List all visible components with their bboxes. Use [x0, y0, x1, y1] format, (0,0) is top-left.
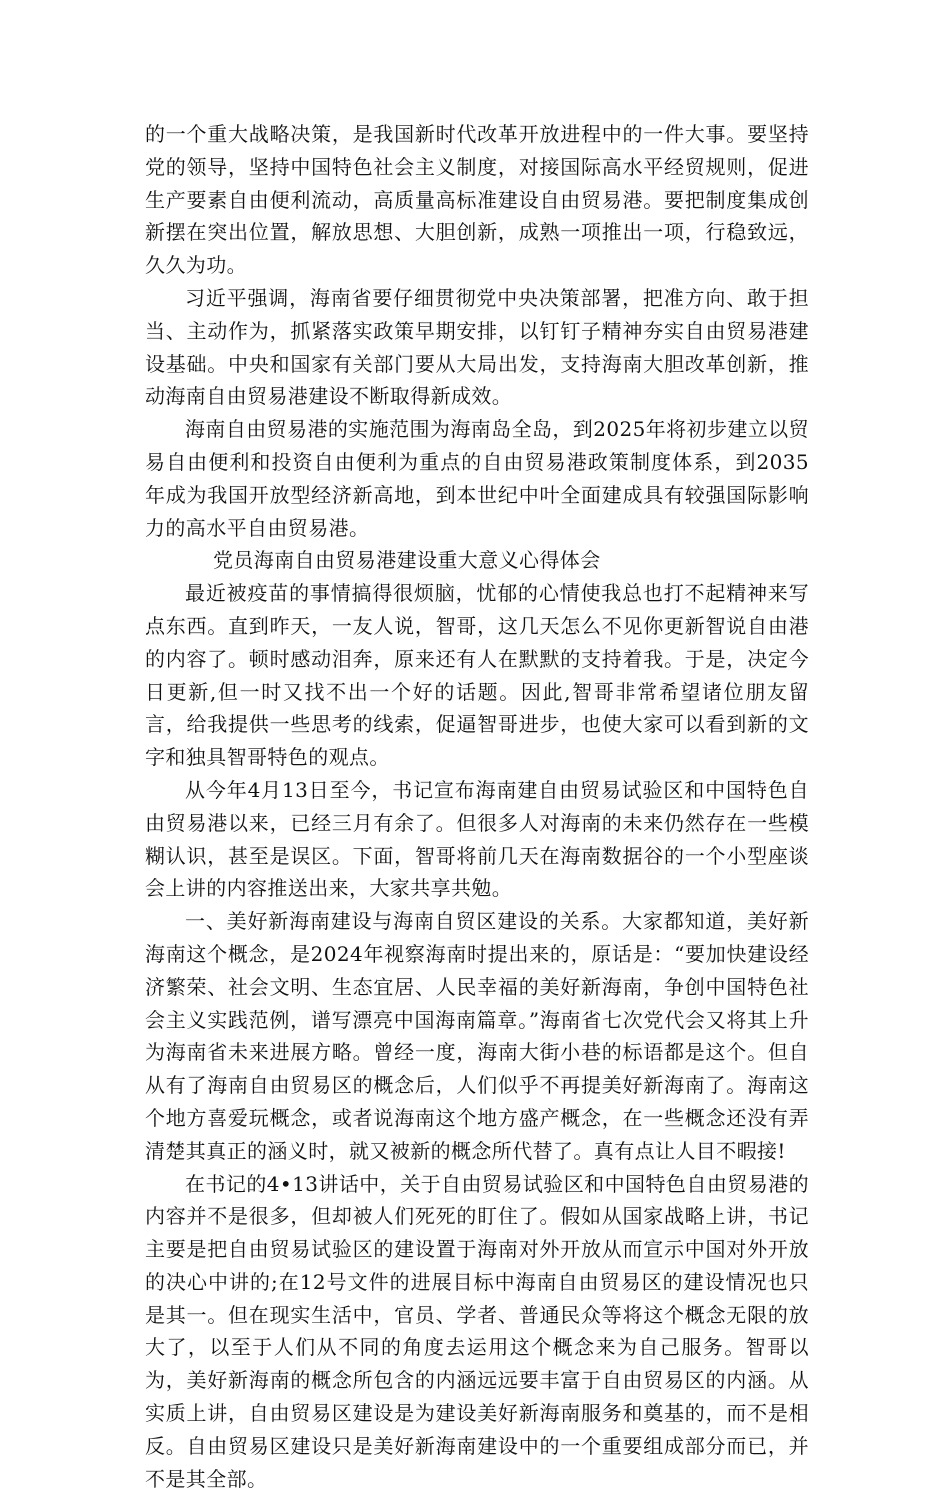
paragraph-5: 从今年4月13日至今，书记宣布海南建自由贸易试验区和中国特色自由贸易港以来，已经三月有余了。但很多人对海南的未来仍然存在一些模糊认识，甚至是误区。下面，智哥将前几天在海南数据谷的一个小型座谈会上讲的内容推送出来，大家共享共勉。 — [145, 774, 809, 905]
document-page — [145, 118, 809, 1495]
paragraph-1: 的一个重大战略决策，是我国新时代改革开放进程中的一件大事。要坚持党的领导，坚持中国特色社会主义制度，对接国际高水平经贸规则，促进生产要素自由便利流动，高质量高标准建设自由贸易港。要把制度集成创新摆在突出位置，解放思想、大胆创新，成熟一项推出一项，行稳致远，久久为功。 — [145, 118, 809, 282]
paragraph-4: 最近被疫苗的事情搞得很烦脑，忧郁的心情使我总也打不起精神来写点东西。直到昨天，一友人说，智哥，这几天怎么不见你更新智说自由港的内容了。顿时感动泪奔，原来还有人在默默的支持着我。于是，决定今日更新,但一时又找不出一个好的话题。因此,智哥非常希望诸位朋友留言，给我提供一些思考的线索，促逼智哥进步，也使大家可以看到新的文字和独具智哥特色的观点。 — [145, 577, 809, 774]
paragraph-3: 海南自由贸易港的实施范围为海南岛全岛，到2025年将初步建立以贸易自由便利和投资自由便利为重点的自由贸易港政策制度体系，到2035年成为我国开放型经济新高地，到本世纪中叶全面建成具有较强国际影响力的高水平自由贸易港。 — [145, 413, 809, 544]
paragraph-7: 在书记的4•13讲话中，关于自由贸易试验区和中国特色自由贸易港的内容并不是很多，但却被人们死死的盯住了。假如从国家战略上讲，书记主要是把自由贸易试验区的建设置于海南对外开放从而宣示中国对外开放的决心中讲的;在12号文件的进展目标中海南自由贸易区的建设情况也只是其一。但在现实生活中，官员、学者、普通民众等将这个概念无限的放大了，以至于人们从不同的角度去运用这个概念来为自己服务。智哥以为，美好新海南的概念所包含的内涵远远要丰富于自由贸易区的内涵。从实质上讲，自由贸易区建设是为建设美好新海南服务和奠基的，而不是相反。自由贸易区建设只是美好新海南建设中的一个重要组成部分而已，并不是其全部。 — [145, 1168, 809, 1495]
paragraph-6: 一、美好新海南建设与海南自贸区建设的关系。大家都知道，美好新海南这个概念，是2024年视察海南时提出来的，原话是：“要加快建设经济繁荣、社会文明、生态宜居、人民幸福的美好新海南，争创中国特色社会主义实践范例，谱写漂亮中国海南篇章。”海南省七次党代会又将其上升为海南省未来进展方略。曾经一度，海南大街小巷的标语都是这个。但自从有了海南自由贸易区的概念后，人们似乎不再提美好新海南了。海南这个地方喜爱玩概念，或者说海南这个地方盛产概念，在一些概念还没有弄清楚其真正的涵义时，就又被新的概念所代替了。真有点让人目不暇接! — [145, 905, 809, 1167]
section-heading: 党员海南自由贸易港建设重大意义心得体会 — [145, 544, 809, 577]
paragraph-2: 习近平强调，海南省要仔细贯彻党中央决策部署，把准方向、敢于担当、主动作为，抓紧落实政策早期安排，以钉钉子精神夯实自由贸易港建设基础。中央和国家有关部门要从大局出发，支持海南大胆改革创新，推动海南自由贸易港建设不断取得新成效。 — [145, 282, 809, 413]
